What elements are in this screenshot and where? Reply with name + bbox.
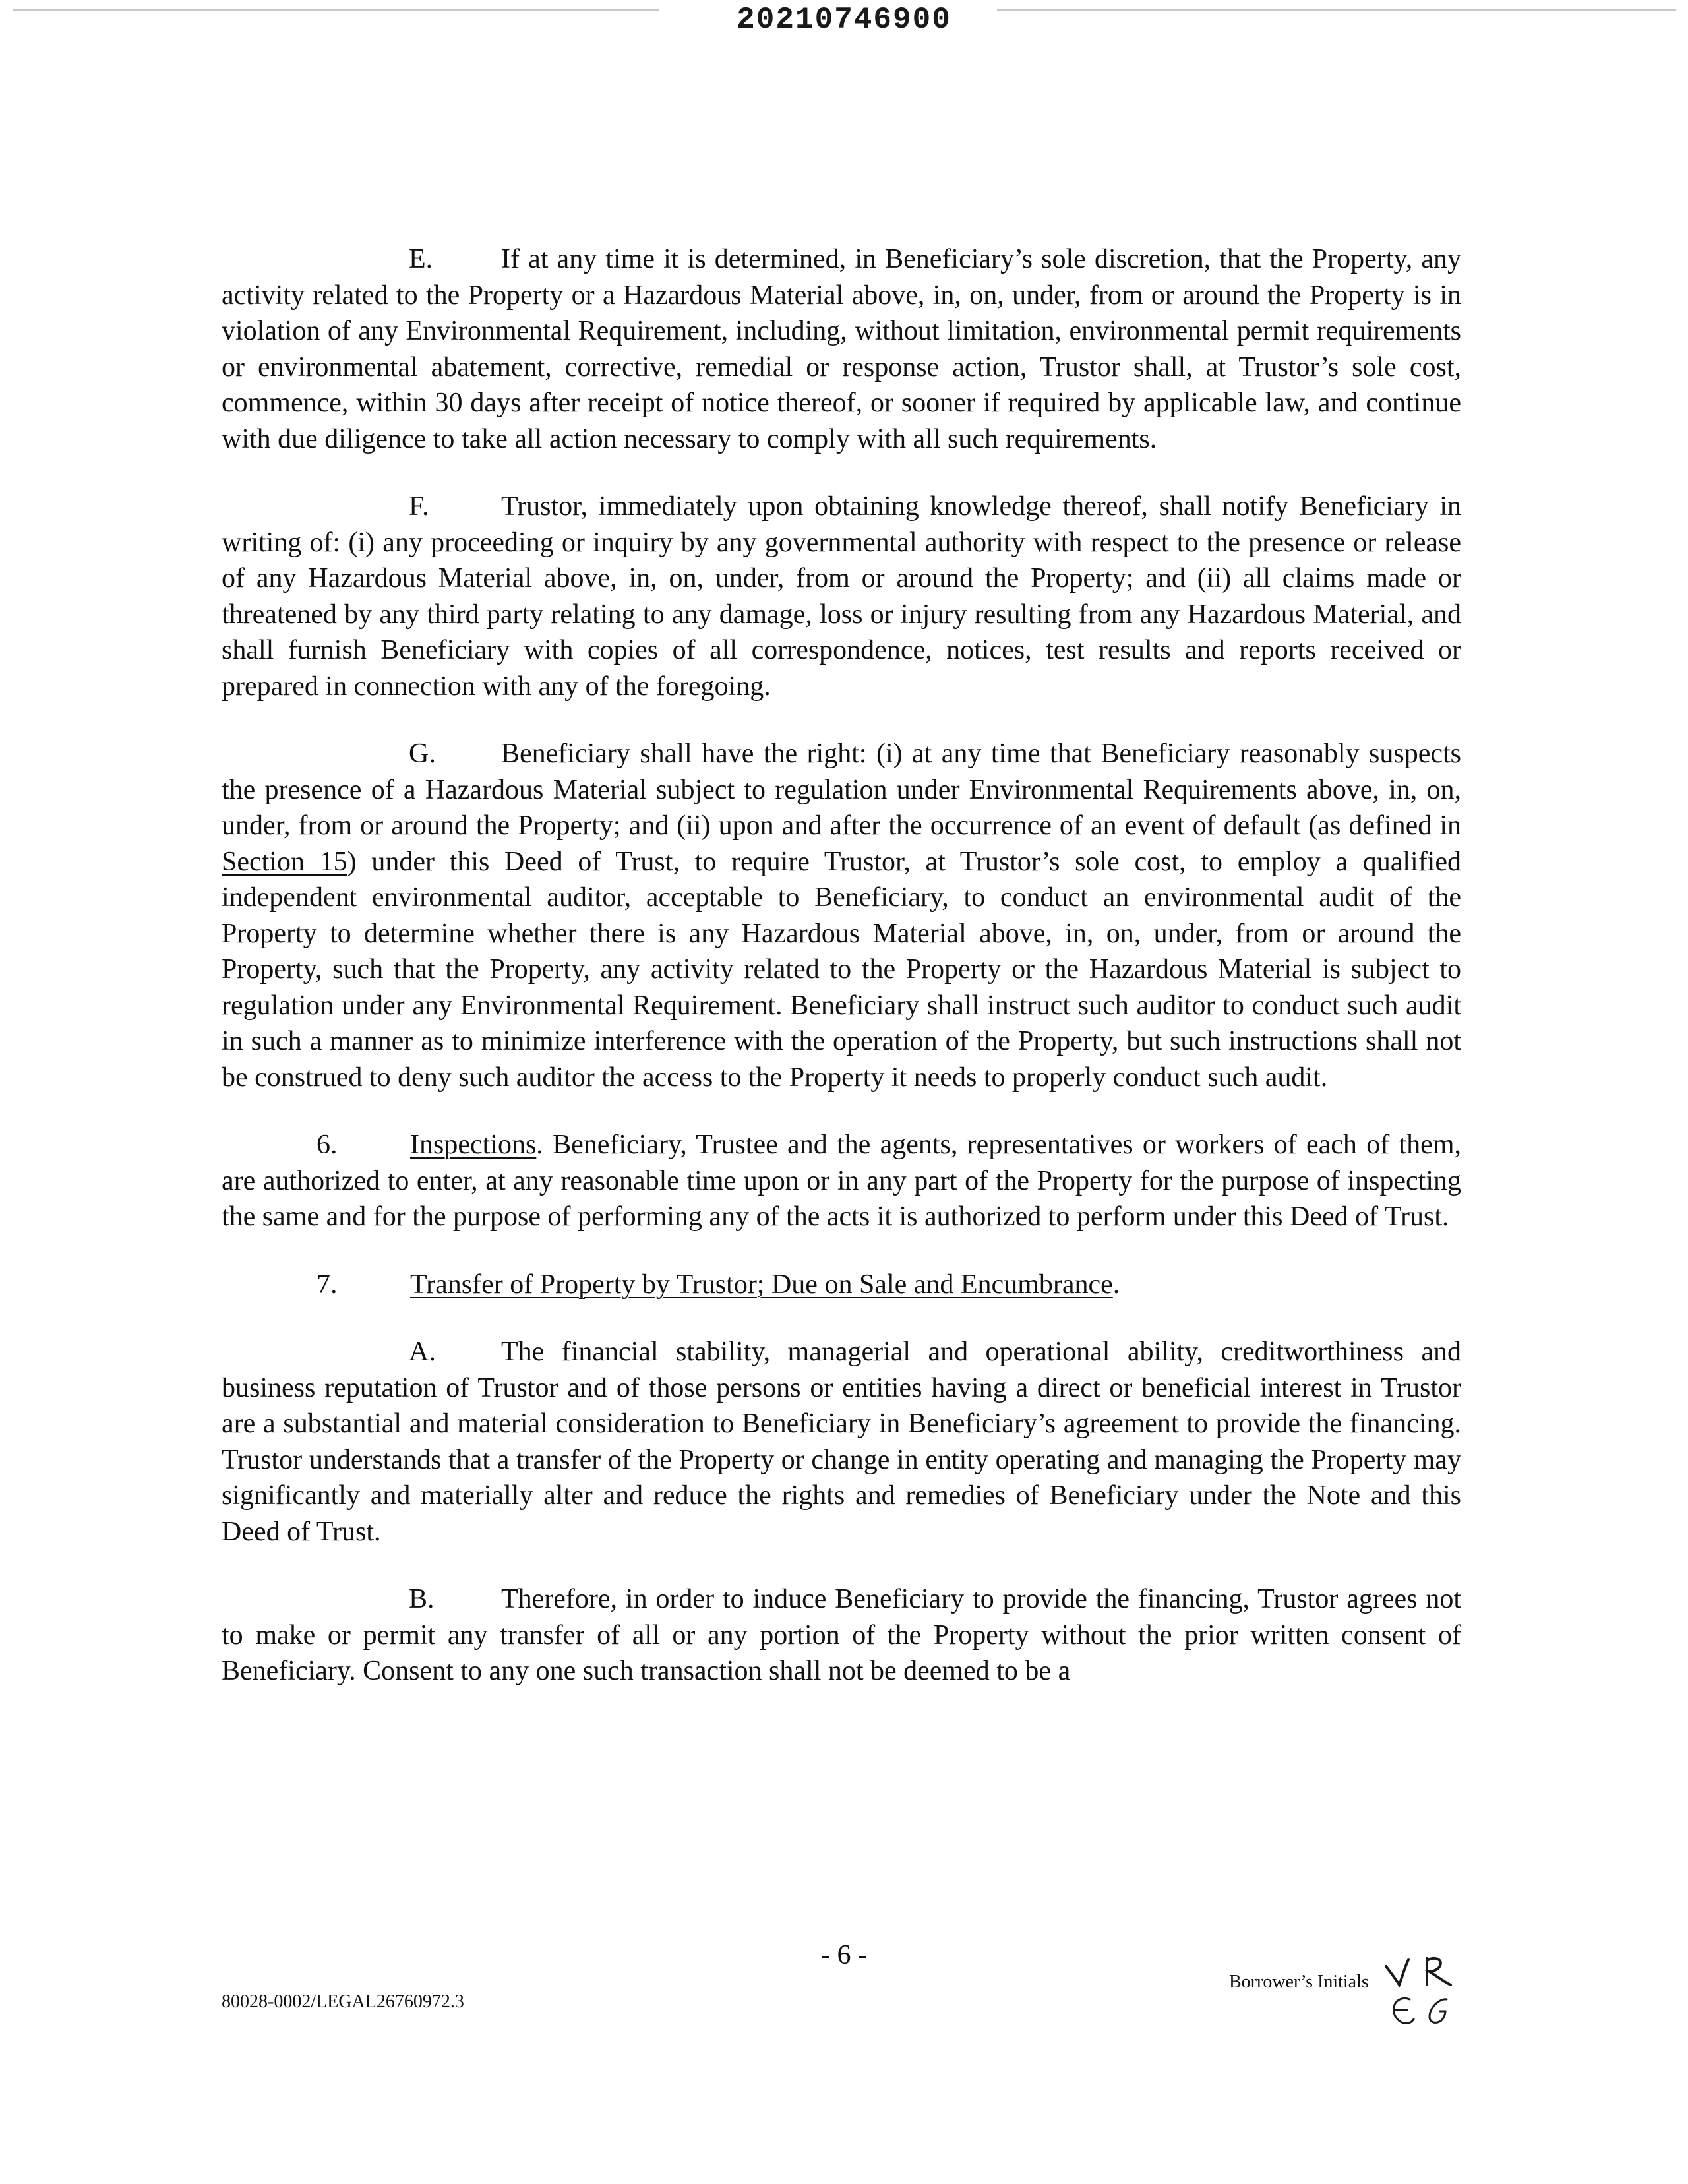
document-id: 80028-0002/LEGAL26760972.3 bbox=[222, 1991, 464, 2012]
paragraph-a bbox=[222, 1334, 1461, 1550]
paragraph-f bbox=[222, 489, 1461, 704]
section-reference: Section 15 bbox=[222, 846, 347, 877]
section-6-inspections bbox=[222, 1127, 1461, 1235]
paragraph-text: Beneficiary shall have the right: (i) at any time that Beneficiary reasonably suspects the presence of a Hazardous Material subject to regulation under Environmental Requirements above, in, on, under, from or around the Property; and (ii) upon and after the occurrence of an event of default (as defined in bbox=[222, 739, 1461, 841]
section-number: 6. bbox=[316, 1130, 338, 1160]
initial-r-bowl bbox=[1428, 1958, 1451, 1985]
recording-number: 20210746900 bbox=[737, 3, 951, 37]
paragraph-marker: F. bbox=[409, 491, 429, 522]
paragraph-e bbox=[222, 241, 1461, 457]
handwritten-initials bbox=[1383, 1952, 1470, 2039]
paragraph-g bbox=[222, 736, 1461, 1095]
paragraph-text: If at any time it is determined, in Beneficiary’s sole discretion, that the Property, any activity related to the Property or a Hazardous Material above, in, on, under, from or around the Property is in violation of any Environmental Requirement, including, without limitation, environmental permit requirements or environmental abatement, corrective, remedial or response action, Trustor shall, at Trustor’s sole cost, commence, within 30 days after receipt of notice thereof, or sooner if required by applicable law, and continue with due diligence to take all action necessary to comply with all such requirements. bbox=[222, 244, 1461, 454]
paragraph-text: The financial stability, managerial and operational ability, creditworthiness and business reputation of Trustor and of those persons or entities having a direct or beneficial interest in Trustor are a substantial and material consideration to Beneficiary in Beneficiary’s agreement to provide the financing. Trustor understands that a transfer of the Property or change in entity operating and managing the Property may significantly and materially alter and reduce the rights and remedies of Beneficiary under the Note and this Deed of Trust. bbox=[222, 1337, 1461, 1547]
paragraph-text: Therefore, in order to induce Beneficiary to provide the financing, Trustor agrees not to make or permit any transfer of all or any portion of the Property without the prior written consent of Beneficiary. Consent to any one such transaction shall not be deemed to be a bbox=[222, 1584, 1461, 1686]
paragraph-text: . Beneficiary, Trustee and the agents, representatives or workers of each of them, are authorized to enter, at any reasonable time upon or in any part of the Property for the purpose of inspecting the same and for the purpose of performing any of the acts it is authorized to perform under this Deed of Trust. bbox=[222, 1130, 1461, 1232]
paragraph-marker: E. bbox=[409, 244, 433, 274]
paragraph-marker: G. bbox=[409, 739, 436, 769]
paragraph-text: . bbox=[1112, 1269, 1120, 1300]
section-number: 7. bbox=[316, 1269, 338, 1300]
paragraph-text: Trustor, immediately upon obtaining knowledge thereof, shall notify Beneficiary in writing of: (i) any proceeding or inquiry by any governmental authority with respect to the presence or release of any Hazardous Material above, in, on, under, from or around the Property; and (ii) all claims made or threatened by any third party relating to any damage, loss or injury resulting from any Hazardous Material, and shall furnish Beneficiary with copies of all correspondence, notices, test results and reports received or prepared in connection with any of the foregoing. bbox=[222, 491, 1461, 702]
document-body bbox=[222, 241, 1461, 1721]
section-heading: Transfer of Property by Trustor; Due on Sale and Encumbrance bbox=[410, 1269, 1113, 1300]
initial-g-stroke bbox=[1430, 1999, 1447, 2023]
section-heading: Inspections bbox=[410, 1130, 537, 1160]
section-7-heading bbox=[222, 1267, 1461, 1303]
paragraph-text: ) under this Deed of Trust, to require Trustor, at Trustor’s sole cost, to employ a qualified independent environmental auditor, acceptable to Beneficiary, to conduct an environmental audit of the Property to determine whether there is any Hazardous Material above, in, on, under, from or around the Property, such that the Property, any activity related to the Property or the Hazardous Material is subject to regulation under any Environmental Requirement. Beneficiary shall instruct such auditor to conduct such audit in such a manner as to minimize interference with the operation of the Property, but such instructions shall not be construed to deny such auditor the access to the Property it needs to properly conduct such audit. bbox=[222, 846, 1461, 1093]
paragraph-marker: A. bbox=[409, 1337, 436, 1367]
initials-label: Borrower’s Initials bbox=[1229, 1972, 1369, 1992]
paragraph-marker: B. bbox=[409, 1584, 435, 1614]
paragraph-b bbox=[222, 1581, 1461, 1689]
initial-v-stroke bbox=[1386, 1960, 1408, 1985]
initial-e-stroke bbox=[1394, 1999, 1414, 2024]
page-number: - 6 - bbox=[821, 1940, 867, 1970]
